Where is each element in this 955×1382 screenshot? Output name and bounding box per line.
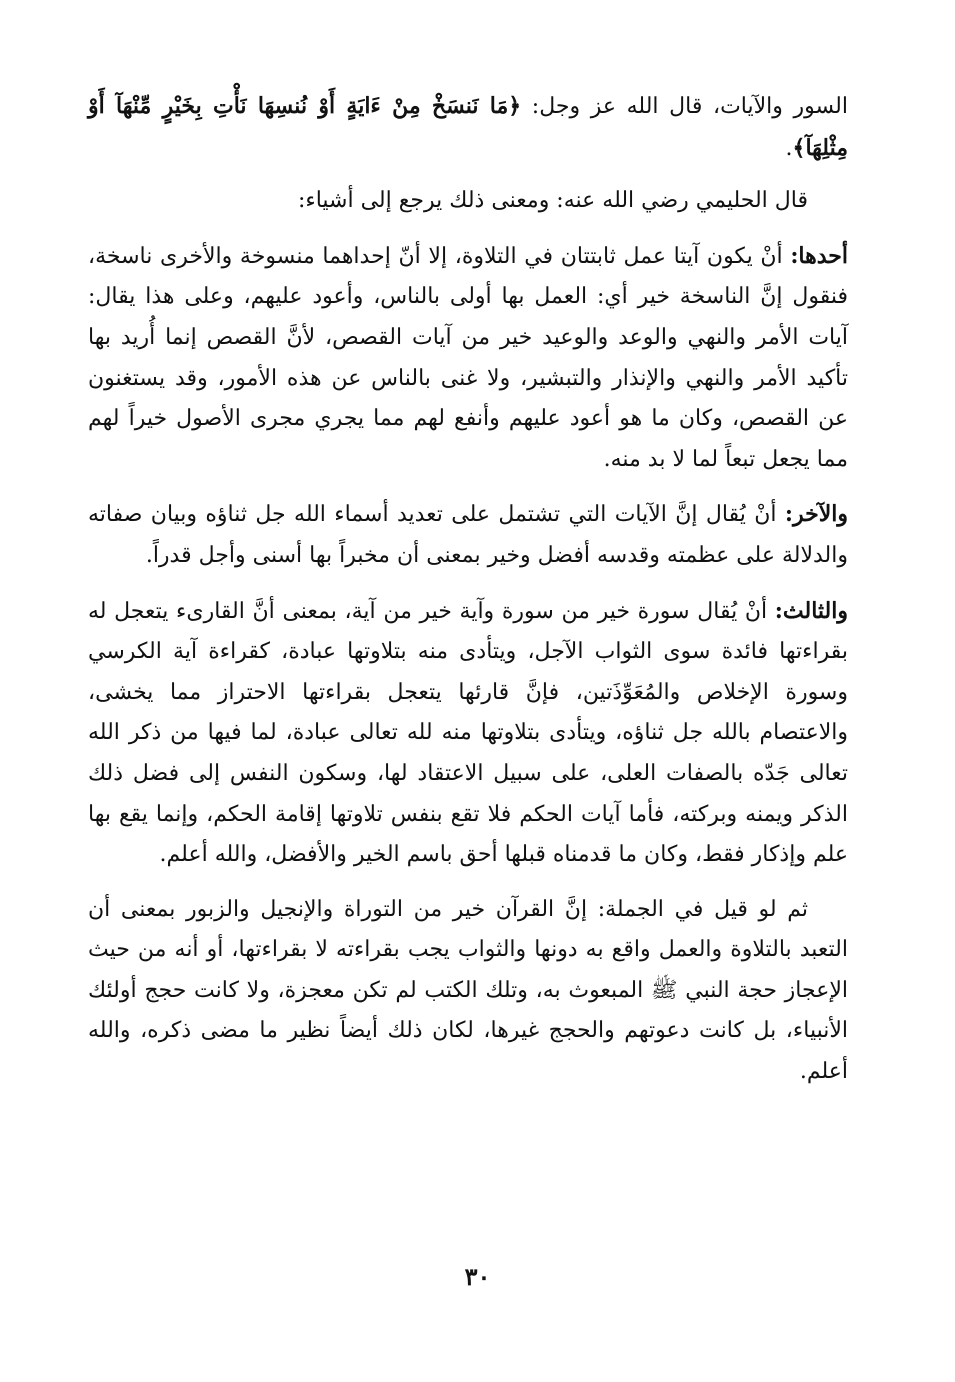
paragraph-second (88, 494, 848, 576)
paragraph-third (88, 591, 848, 876)
paragraph-second-text: أنْ يُقال إنَّ الآيات التي تشتمل على تعديد أسماء الله جل ثناؤه وبيان صفاته والدلالة على عظمته وقدسه أفضل وخير بمعنى أن مخبراً بها أسنى وأجل قدراً. (88, 502, 848, 568)
verse-intro: السور والآيات، قال الله عز وجل: (521, 94, 848, 119)
paragraph-conclusion: ثم لو قيل في الجملة: إنَّ القرآن خير من التوراة والإنجيل والزبور بمعنى أن التعبد بالتلاوة والعمل واقع به دونها والثواب يجب بقراءته لا بقراءتها، أو أنه من حيث الإعجاز حجة النبي ﷺ المبعوث به، وتلك الكتب لم تكن معجزة، ولا كانت حجج أولئك الأنبياء، بل كانت دعوتهم والحجج غيرها، لكان ذلك أيضاً نظير ما مضى ذكره، والله أعلم. (88, 896, 848, 1085)
paragraph-first-text: أنْ يكون آيتا عمل ثابتتان في التلاوة، إلا أنّ إحداهما منسوخة والأخرى ناسخة، فنقول إنَّ الناسخة خير أي: العمل بها أولى بالناس، وأعود عليهم، وعلى هذا يقال: آيات الأمر والنهي والوعد والوعيد خير من آيات القصص، لأنَّ القصص إنما أُريد بها تأكيد الأمر والنهي والإنذار والتبشير، ولا غنى بالناس عن هذه الأمور، وقد يستغنون عن القصص، وكان ما هو أعود عليهم وأنفع لهم مما يجري مجرى الأصول خيراً لهم مما يجعل تبعاً لما لا بد منه. (88, 243, 848, 472)
paragraph-halimi: قال الحليمي رضي الله عنه: ومعنى ذلك يرجع إلى أشياء: (297, 188, 808, 214)
paragraph-first (88, 236, 848, 481)
term-first: أحدها: (790, 242, 848, 269)
term-second: والآخر: (784, 501, 848, 528)
page-body (88, 86, 848, 1093)
page-number: ٣٠ (464, 1262, 491, 1291)
verse-end: . (785, 135, 793, 161)
quran-quote: ﴿مَا نَنسَخْ مِنْ ءَايَةٍ أَوْ نُنسِهَا نَأْتِ بِخَيْرٍ مِّنْهَآ أَوْ مِثْلِهَآ﴾ (88, 93, 848, 161)
paragraph-verse (88, 86, 848, 169)
paragraph-third-text: أنْ يُقال سورة خير من سورة وآية خير من آية، بمعنى أنَّ القارىء يتعجل له بقراءتها فائدة سوى الثواب الآجل، ويتأدى منه بتلاوتها عبادة، كقراءة آية الكرسي وسورة الإخلاص والمُعَوِّذَتين، فإنَّ قارئها يتعجل بقراءتها الاحتراز مما يخشى، والاعتصام بالله جل ثناؤه، ويتأدى بتلاوتها منه لله تعالى عبادة، لما فيها من ذكر الله تعالى جَدّه بالصفات العلى، على سبيل الاعتقاد لها، وسكون النفس إلى فضل ذلك الذكر ويمنه وبركته، فأما آيات الحكم فلا تقع بنفس تلاوتها إقامة الحكم، وإنما يقع بها علم وإذكار فقط، وكان ما قدمناه قبلها أحق باسم الخير والأفضل، والله أعلم. (88, 598, 848, 868)
term-third: والثالث: (774, 597, 848, 624)
